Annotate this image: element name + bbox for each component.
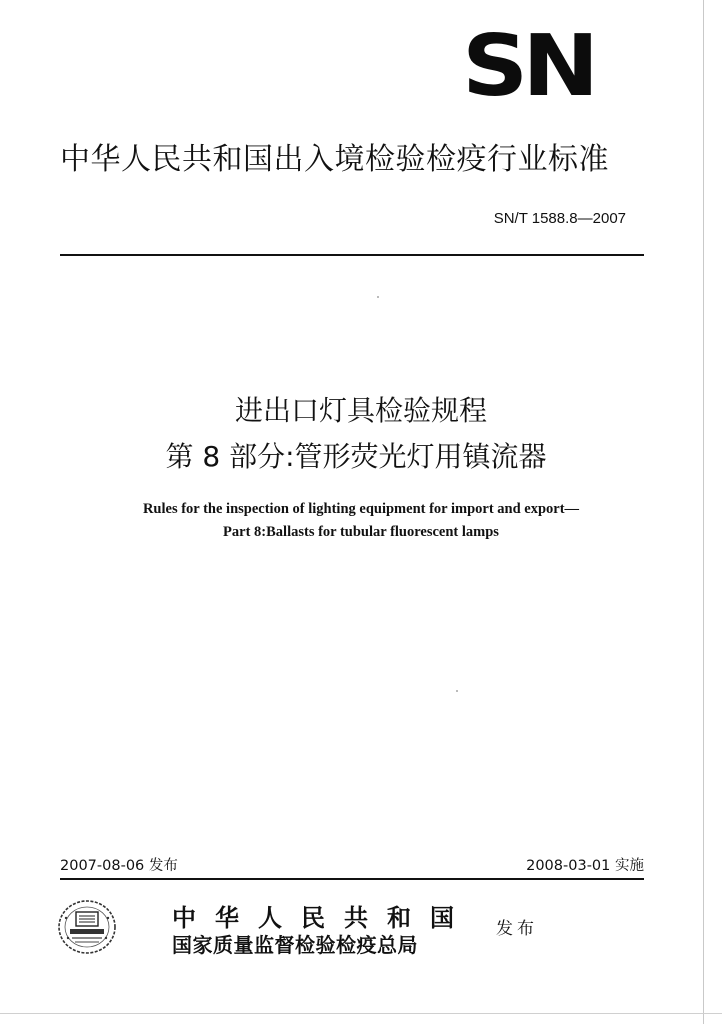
scan-edge-bottom <box>0 1013 722 1014</box>
organization-title: 中华人民共和国出入境检验检疫行业标准 <box>60 142 609 177</box>
english-title-line2: Part 8:Ballasts for tubular fluorescent lamps <box>223 524 499 540</box>
issuer-line2: 国家质量监督检验检疫总局 <box>172 933 418 957</box>
chinese-title-line2: 第 8 部分:管形荧光灯用镇流器 <box>165 440 547 473</box>
header-divider <box>60 254 644 256</box>
standard-number: SN/T 1588.8—2007 <box>493 210 626 227</box>
english-title <box>0 498 722 544</box>
date-row <box>60 854 644 878</box>
issuing-authority <box>172 904 473 958</box>
chinese-title <box>0 388 722 480</box>
official-seal-icon <box>56 898 118 956</box>
implementation-date: 2008-03-01 实施 <box>526 858 644 874</box>
sn-logo: SN <box>462 16 594 116</box>
issuer-line1: 中华人民共和国 <box>172 903 473 932</box>
scan-speck <box>456 690 458 692</box>
footer-divider <box>60 878 644 880</box>
scan-speck <box>377 296 379 298</box>
publish-label: 发布 <box>496 919 538 939</box>
chinese-title-line1: 进出口灯具检验规程 <box>234 394 487 427</box>
english-title-line1: Rules for the inspection of lighting equipment for import and export— <box>142 501 580 517</box>
issued-date: 2007-08-06 发布 <box>60 858 178 874</box>
